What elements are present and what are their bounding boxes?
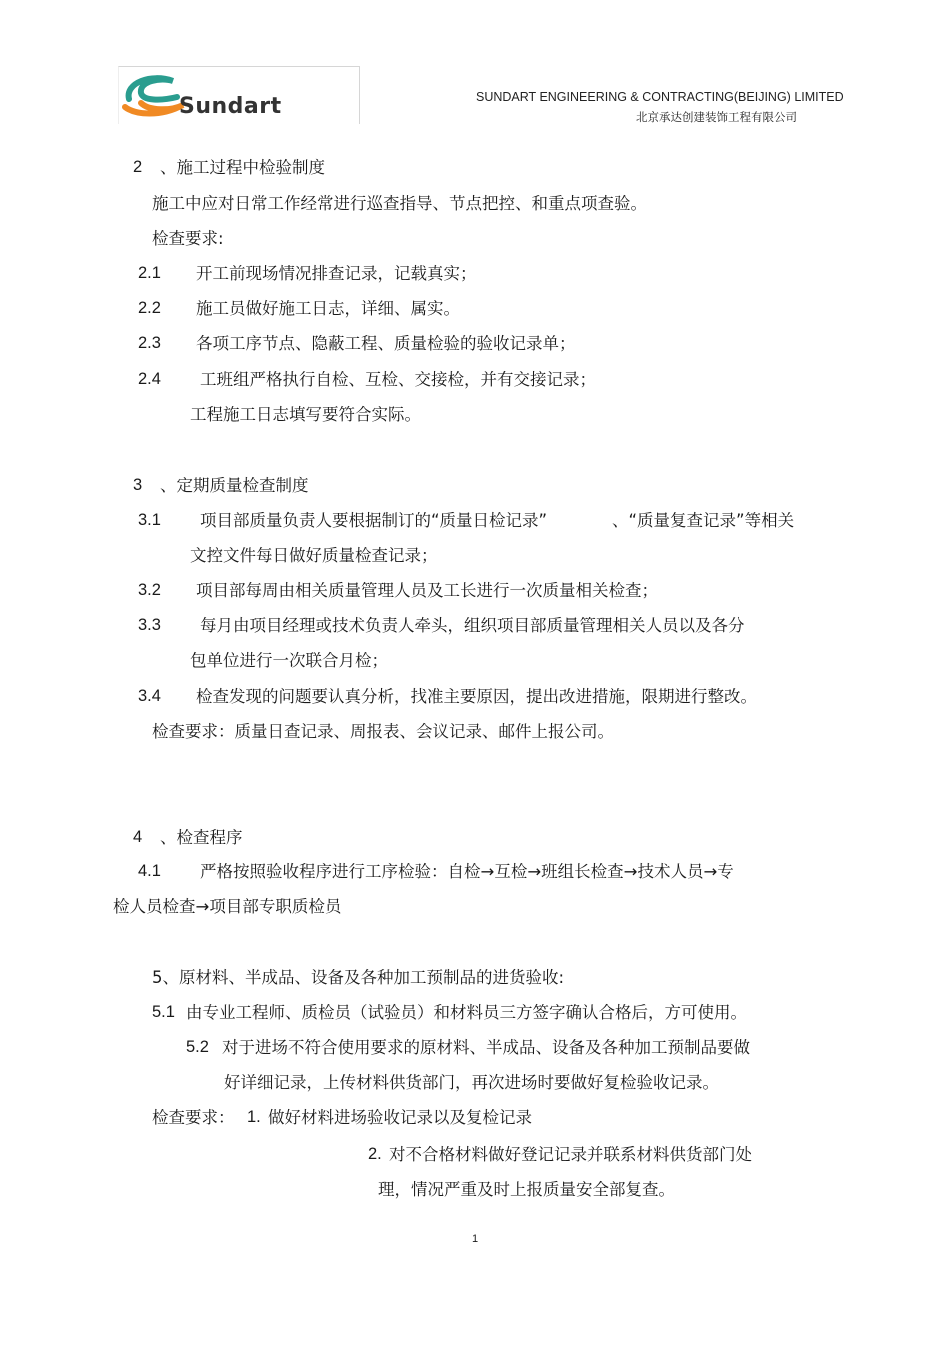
item-3-1-text: 项目部质量负责人要根据制订的“质量日检记录” [200,511,548,530]
item-3-4-text: 检查发现的问题要认真分析，找准主要原因，提出改进措施，限期进行整改。 [196,687,757,706]
logo [118,66,360,124]
item-3-3-continuation: 包单位进行一次联合月检； [190,651,388,670]
requirement-2-continuation: 理，情况严重及时上报质量安全部复查。 [378,1180,675,1199]
item-3-4-number: 3.4 [138,687,161,705]
page-number: 1 [472,1233,479,1245]
section-4-title: 、检查程序 [160,828,243,847]
section-2-requirement-label: 检查要求: [152,229,224,248]
item-2-4-text: 工班组严格执行自检、互检、交接检，并有交接记录； [200,370,596,389]
company-name-en: SUNDART ENGINEERING & CONTRACTING(BEIJING) LIMITED [476,90,844,104]
section-2-title: 、施工过程中检验制度 [160,158,325,177]
item-5-2-continuation: 好详细记录，上传材料供货部门，再次进场时要做好复检验收记录。 [224,1073,719,1092]
item-2-1-text: 开工前现场情况排查记录，记载真实； [196,264,477,283]
item-2-1-number: 2.1 [138,264,161,282]
section-3-requirement: 检查要求：质量日查记录、周报表、会议记录、邮件上报公司。 [152,722,614,741]
item-3-2-number: 3.2 [138,581,161,599]
section-3-title: 、定期质量检查制度 [160,476,309,495]
section-4-number: 4 [133,828,143,846]
item-5-1-number: 5.1 [152,1003,175,1021]
requirement-2-number: 2. [368,1145,382,1163]
section-2-number: 2 [133,158,143,176]
requirement-1-number: 1. [247,1108,261,1126]
item-5-1-text: 由专业工程师、质检员（试验员）和材料员三方签字确认合格后，方可使用。 [186,1003,747,1022]
section-5-requirement-label: 检查要求： [152,1108,235,1127]
item-5-2-text: 对于进场不符合使用要求的原材料、半成品、设备及各种加工预制品要做 [222,1038,750,1057]
requirement-1-text: 做好材料进场验收记录以及复检记录 [268,1108,532,1127]
section-2-intro: 施工中应对日常工作经常进行巡查指导、节点把控、和重点项查验。 [152,194,647,213]
item-2-2-number: 2.2 [138,299,161,317]
item-3-1-text-cont: 、“质量复查记录”等相关 [612,511,795,530]
item-3-3-text: 每月由项目经理或技术负责人牵头，组织项目部质量管理相关人员以及各分 [200,616,745,635]
item-4-1-number: 4.1 [138,862,161,880]
item-2-3-number: 2.3 [138,334,161,352]
company-name-cn: 北京承达创建装饰工程有限公司 [636,110,797,124]
item-4-1-continuation: 检人员检查→项目部专职质检员 [113,897,342,916]
item-3-1-number: 3.1 [138,511,161,529]
item-3-2-text: 项目部每周由相关质量管理人员及工长进行一次质量相关检查； [196,581,658,600]
logo-wordmark: Sundart [179,94,282,119]
requirement-2-text: 对不合格材料做好登记记录并联系材料供货部门处 [389,1145,752,1164]
item-3-1-continuation: 文控文件每日做好质量检查记录； [190,546,438,565]
item-3-3-number: 3.3 [138,616,161,634]
item-2-3-text: 各项工序节点、隐蔽工程、质量检验的验收记录单； [196,334,576,353]
item-2-4-number: 2.4 [138,370,161,388]
section-2-extra-note: 工程施工日志填写要符合实际。 [190,405,421,424]
item-5-2-number: 5.2 [186,1038,209,1056]
item-2-2-text: 施工员做好施工日志，详细、属实。 [196,299,460,318]
item-4-1-text: 严格按照验收程序进行工序检验：自检→互检→班组长检查→技术人员→专 [200,862,734,881]
section-3-number: 3 [133,476,143,494]
section-5-title: 5、原材料、半成品、设备及各种加工预制品的进货验收: [152,968,565,987]
